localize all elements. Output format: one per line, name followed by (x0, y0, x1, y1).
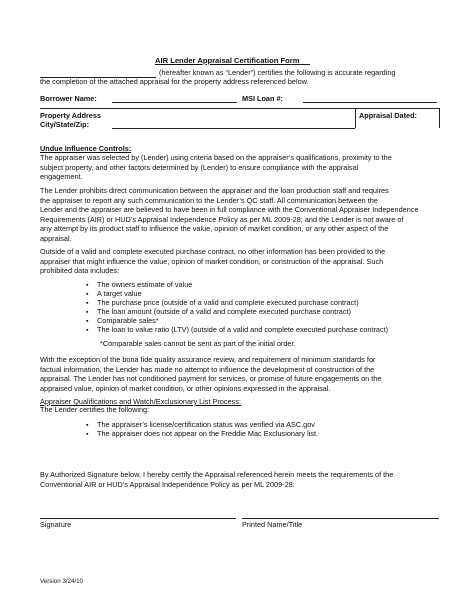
text-line: The Lender prohibits direct communication between the appraiser and the loan production staff and requires (40, 186, 389, 195)
property-address-label: Property Address (40, 111, 101, 120)
list-item: ▪ A target value (86, 289, 142, 298)
text-line: appraisal. (40, 233, 72, 243)
undue-paragraph-4 (40, 355, 381, 393)
undue-paragraph-1 (40, 153, 392, 182)
undue-paragraph-3 (40, 247, 385, 276)
list-item: ▪ The appraiser does not appear on the Freddie Mac Exclusionary list. (86, 429, 319, 438)
list-item: ▪ The appraiser’s license/certification status was verified via ASC.gov (86, 420, 315, 429)
signature-field[interactable] (40, 518, 236, 519)
list-item: ▪ Comparable sales* (86, 316, 159, 325)
undue-paragraph-2 (40, 186, 418, 244)
appraisal-dated-label: Appraisal Dated: (359, 111, 417, 120)
qualifications-subheading: The Lender certifies the following: (40, 405, 150, 414)
text-line: Conventional AIR or HUD’s Appraisal Independence Policy as per ML 2009-28: (40, 479, 295, 489)
bullet-icon: ▪ (86, 327, 89, 334)
intro-line-2: the completion of the attached appraisal for the property address referenced below. (40, 77, 309, 86)
bullet-icon: ▪ (86, 431, 89, 438)
printed-name-label: Printed Name/Title (242, 520, 303, 529)
text-line: With the exception of the bona fide quality assurance review, and requirement of minimum standards for (40, 355, 376, 364)
bullet-icon: ▪ (86, 282, 89, 289)
bullet-icon: ▪ (86, 300, 89, 307)
text-line: Outside of a valid and complete executed purchase contract, no other information has been provided to the (40, 247, 386, 256)
text-line: the appraiser to report any such communication to the Lender’s QC staff. All communication between the (40, 195, 378, 205)
text-line: By Authorized Signature below, I hereby certify the Appraisal referenced herein meets the requirements of the (40, 470, 394, 479)
text-line: factual information, the Lender has made no attempt to influence the development of construction of the (40, 364, 375, 374)
printed-name-field[interactable] (242, 518, 439, 519)
property-box-top (40, 108, 439, 109)
text-line: Lender and the appraiser are believed to have been in full compliance with the Conventional Appraiser Independence (40, 205, 419, 215)
property-box-divider (355, 108, 356, 128)
property-box-right (439, 108, 440, 128)
title-underline-extension (290, 64, 310, 65)
list-item: ▪ The loan amount (outside of a valid and complete executed purchase contract) (86, 307, 351, 316)
text-line: The appraiser was selected by (Lender) using criteria based on the appraiser’s qualifications, proximity to the (40, 153, 392, 162)
list-item: ▪ The owners estimate of value (86, 280, 193, 289)
version-footer: Version 3/24/10 (40, 578, 84, 585)
city-state-zip-label: City/State/Zip: (40, 120, 90, 129)
undue-influence-heading: Undue Influence Controls: (40, 144, 132, 153)
bullet-icon: ▪ (86, 291, 89, 298)
property-address-field[interactable] (112, 128, 355, 129)
text-line: Requirements (AIR) or HUD’s Appraisal Independence Policy as per ML 2009-28; and the Lender is not aware of (40, 214, 404, 224)
msi-loan-label: MSI Loan #: (242, 94, 283, 103)
qualifications-heading: Appraiser Qualifications and Watch/Exclusionary List Process: (40, 397, 241, 406)
list-item: ▪ The purchase price (outside of a valid and complete executed purchase contract) (86, 298, 359, 307)
text-line: any attempt by its product staff to influence the value, opinion of market condition, or any other aspect of the (40, 224, 389, 234)
text-line: appraisal. The Lender has not conditioned payment for services, or promise of future engagements on the (40, 374, 382, 384)
bullet-icon: ▪ (86, 422, 89, 429)
list-item: ▪ The loan to value ratio (LTV) (outside of a valid and complete executed purchase contract) (86, 325, 389, 334)
intro-line-1: (hereafter known as “Lender”) certifies the following is accurate regarding (159, 68, 396, 77)
text-line: engagement. (40, 172, 83, 182)
msi-loan-field[interactable] (303, 102, 437, 103)
bullet-icon: ▪ (86, 309, 89, 316)
signature-label: Signature (40, 520, 72, 529)
borrower-name-label: Borrower Name: (40, 94, 97, 103)
borrower-name-field[interactable] (112, 102, 237, 103)
comparable-sales-footnote: *Comparable sales cannot be sent as part of the initial order. (100, 339, 296, 348)
text-line: prohibited data includes: (40, 266, 120, 276)
form-title: AIR Lender Appraisal Certification Form (155, 56, 300, 65)
text-line: subject property, and other factors determined by (Lender) to ensure compliance with the appraisal (40, 162, 359, 172)
certification-statement (40, 470, 393, 489)
bullet-icon: ▪ (86, 318, 89, 325)
text-line: appraised value, opinion of market condition, or other opinions expressed in the appraisal. (40, 383, 331, 393)
text-line: appraiser that might influence the value, opinion of market condition, or construction of the appraisal. Such (40, 256, 384, 266)
